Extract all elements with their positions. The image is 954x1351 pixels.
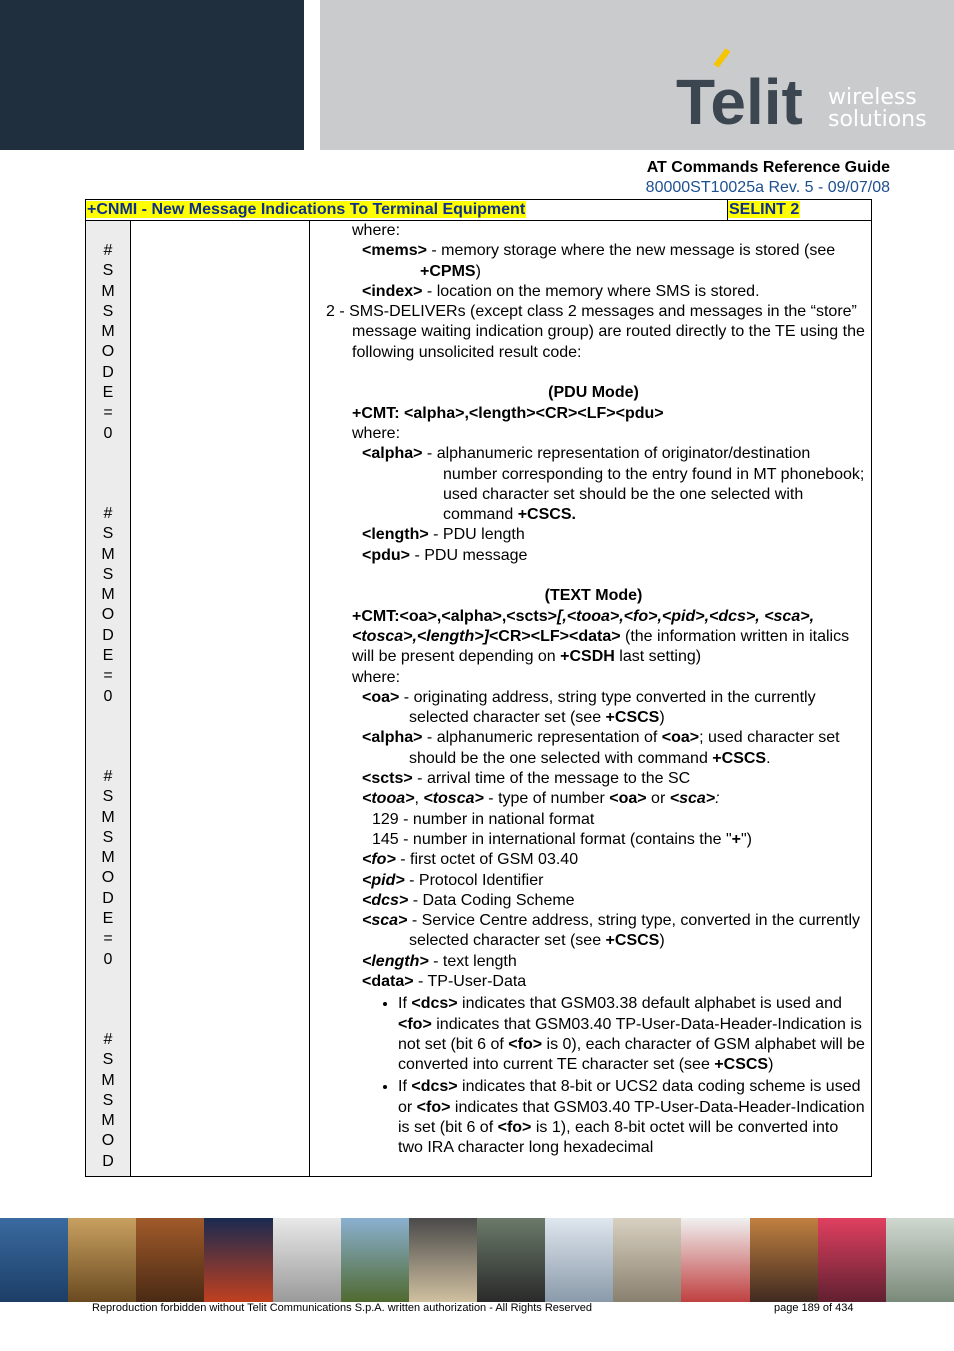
photo-tile [886,1218,954,1302]
empty-column [131,221,310,1177]
side-letter: O [101,606,115,624]
side-letter: S [102,525,114,543]
number-format-129: 129 - number in national format [372,810,595,828]
side-letter: S [102,1051,114,1069]
side-letter: M [101,1071,115,1089]
side-letter: = [103,404,113,422]
side-letter: 0 [103,687,113,705]
photo-tile [68,1218,136,1302]
content-cell [310,221,872,1177]
photo-tile [613,1218,681,1302]
side-letter: E [102,910,114,928]
param-scts: <scts> - arrival time of the message to the SC [362,770,691,788]
photo-tile [681,1218,749,1302]
data-conversion-list [320,994,867,1158]
side-letter: = [103,930,113,948]
table-title-cell [86,200,728,221]
photo-tile [204,1218,272,1302]
side-letter: S [102,565,114,583]
side-letter: S [102,302,114,320]
content-body [310,221,871,1176]
side-letter: S [102,788,114,806]
photo-tile [409,1218,477,1302]
side-label-letters [86,221,130,1172]
side-letter: M [101,323,115,341]
content-line: where: [352,668,401,686]
command-table [85,199,872,1177]
list-item: • If <dcs> indicates that GSM03.38 default alphabet is used and <fo> indicates that GSM03.40 TP-User-Data-Header-Indication is not set (bit 6 of <fo> is 0), each character of GSM alphabet will be converted into current TE character set (see +CSCS) [398,994,867,1075]
photo-tile [0,1218,68,1302]
side-letter: = [103,667,113,685]
param-sca: <sca> - Service Centre address, string type, converted in the currently selected character set (see +CSCS) [362,912,861,950]
param-pdu: <pdu> - PDU message [362,546,528,564]
logo-wordmark: Telit [676,66,803,138]
cmt-pdu-syntax: +CMT: <alpha>,<length><CR><LF><pdu> [352,404,664,422]
side-letter: M [101,586,115,604]
photo-tile [273,1218,341,1302]
spacer [320,566,867,586]
side-letter: M [101,282,115,300]
logo-sub-solutions: solutions [828,107,927,132]
footer-page-number: page 189 of 434 [774,1302,854,1314]
cmt-text-syntax: +CMT:<oa>,<alpha>,<scts>[,<tooa>,<fo>,<pid>,<dcs>, <sca>,<tosca>,<length>]<CR><LF><data> (the information written in italics will be present depending on +CSDH last setting) [352,607,850,666]
side-letter: 0 [103,950,113,968]
param-length-text: <length> - text length [362,952,517,970]
telit-logo [676,48,936,138]
photo-tile [341,1218,409,1302]
selint-badge: SELINT 2 [729,201,800,218]
side-letter: S [102,262,114,280]
table-badge-cell [728,200,872,221]
param-length: <length> - PDU length [362,526,525,544]
table-title-row [86,200,872,221]
param-alpha-text: <alpha> - alphanumeric representation of <oa>; used character set should be the one selected with command +CSCS. [362,729,840,767]
side-letter: O [101,343,115,361]
side-letter: O [101,1132,115,1150]
side-letter: D [102,363,114,381]
side-letter: M [101,849,115,867]
text-mode-heading: (TEXT Mode) [544,587,643,605]
side-letter: # [103,767,113,785]
side-letter: S [102,1091,114,1109]
side-letter: # [103,1030,113,1048]
letter-group-gap [86,444,130,504]
side-letter: # [103,242,113,259]
header-dark-panel [0,0,304,150]
photo-tile [477,1218,545,1302]
side-letter: E [102,384,114,402]
photo-tile [750,1218,818,1302]
side-letter: M [101,1112,115,1130]
param-mems: <mems> - memory storage where the new message is stored (see +CPMS) [362,242,836,280]
side-label-column [86,221,131,1177]
letter-group-gap [86,970,130,1030]
param-index: <index> - location on the memory where SMS is stored. [362,282,760,300]
document-revision: 80000ST10025a Rev. 5 - 09/07/08 [645,179,890,196]
param-data: <data> - TP-User-Data [362,972,527,990]
pdu-mode-heading: (PDU Mode) [548,384,639,402]
param-pid: <pid> - Protocol Identifier [362,871,544,889]
number-format-145: 145 - number in international format (contains the "+") [372,830,753,848]
side-letter: O [101,869,115,887]
side-letter: D [102,1152,114,1170]
side-letter: S [102,828,114,846]
photo-tile [136,1218,204,1302]
table-title: +CNMI - New Message Indications To Terminal Equipment [87,201,526,218]
list-item: • If <dcs> indicates that 8-bit or UCS2 data coding scheme is used or <fo> indicates that GSM03.40 TP-User-Data-Header-Indication is set (bit 6 of <fo> is 1), each 8-bit octet will be converted into two IRA character long hexadecimal [398,1077,867,1158]
param-dcs: <dcs> - Data Coding Scheme [362,891,575,909]
param-alpha: <alpha> - alphanumeric representation of originator/destination number corresponding to the entry found in MT phonebook; used character set should be the one selected with command +CSCS. [362,445,865,524]
document-title: AT Commands Reference Guide [646,159,890,176]
spacer [320,363,867,383]
side-letter: M [101,808,115,826]
side-letter: 0 [103,424,113,442]
param-oa: <oa> - originating address, string type converted in the currently selected character set (see +CSCS) [362,688,816,727]
footer-copyright: Reproduction forbidden without Telit Communications S.p.A. written authorization - All Rights Reserved [92,1302,592,1314]
param-fo: <fo> - first octet of GSM 03.40 [362,851,579,869]
side-letter: M [101,545,115,563]
side-letter: # [103,504,113,522]
side-letter: E [102,647,114,665]
logo-sub-wireless: wireless [828,85,917,110]
side-letter: D [102,889,114,907]
mode-2-description: 2 - SMS-DELIVERs (except class 2 messages and messages in the “store” message waiting indication group) are routed directly to the TE using the following unsolicited result code: [326,303,865,361]
content-line: where: [352,222,401,239]
side-letter: D [102,626,114,644]
photo-tile [545,1218,613,1302]
photo-tile [818,1218,886,1302]
logo-accent [716,50,728,66]
footer-photo-strip [0,1218,954,1302]
table-body-row [86,221,872,1177]
content-line: where: [352,424,401,442]
param-tooa-tosca: <tooa>, <tosca> - type of number <oa> or <sca>: [362,790,720,808]
letter-group-gap [86,707,130,767]
